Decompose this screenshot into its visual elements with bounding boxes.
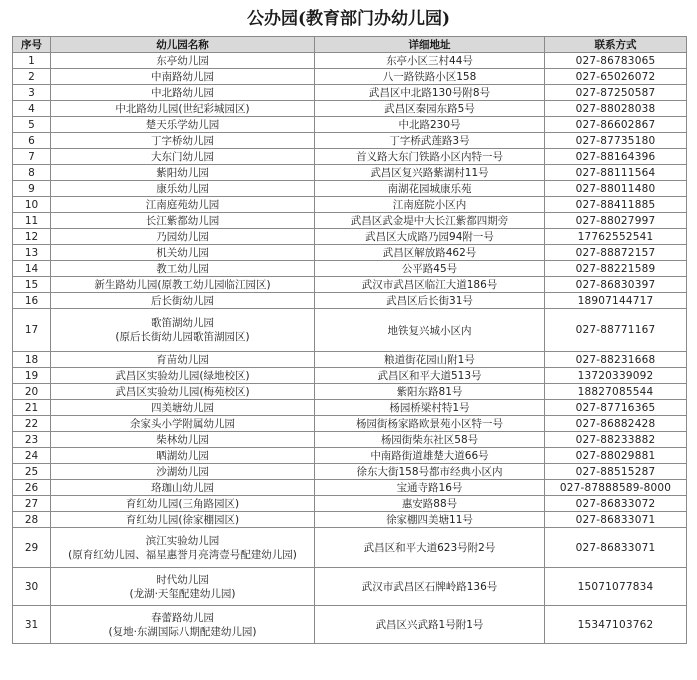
cell-contact: 027-88233882 <box>545 432 687 448</box>
cell-address: 地铁复兴城小区内 <box>315 309 545 352</box>
table-row <box>13 432 687 448</box>
table-row <box>13 400 687 416</box>
cell-contact: 027-87250587 <box>545 85 687 101</box>
cell-address: 徐东大街158号都市经典小区内 <box>315 464 545 480</box>
kindergarten-name: 武昌区实验幼儿园(梅苑校区) <box>115 385 250 398</box>
cell-address: 武昌区和平大道513号 <box>315 368 545 384</box>
cell-number: 13 <box>13 245 51 261</box>
cell-name <box>51 384 315 400</box>
cell-address: 徐家棚四美塘11号 <box>315 512 545 528</box>
cell-contact: 027-88111564 <box>545 165 687 181</box>
kindergarten-name: 余家头小学附属幼儿园 <box>130 417 235 430</box>
cell-address: 武汉市武昌区临江大道186号 <box>315 277 545 293</box>
cell-name <box>51 53 315 69</box>
table-row <box>13 568 687 606</box>
header-address: 详细地址 <box>315 37 545 53</box>
cell-contact: 027-86833072 <box>545 496 687 512</box>
cell-contact: 027-88515287 <box>545 464 687 480</box>
kindergarten-name: 育苗幼儿园 <box>156 353 209 366</box>
cell-number: 29 <box>13 528 51 568</box>
kindergarten-name: 东亭幼儿园 <box>156 54 209 67</box>
table-row <box>13 368 687 384</box>
cell-name <box>51 416 315 432</box>
cell-name <box>51 464 315 480</box>
cell-number: 9 <box>13 181 51 197</box>
kindergarten-name: 长江紫都幼儿园 <box>145 214 220 227</box>
cell-address: 宝通寺路16号 <box>315 480 545 496</box>
cell-address: 八一路铁路小区158 <box>315 69 545 85</box>
cell-address: 武汉市武昌区石牌岭路136号 <box>315 568 545 606</box>
cell-address: 紫阳东路81号 <box>315 384 545 400</box>
kindergarten-table <box>12 36 687 644</box>
kindergarten-name: 时代幼儿园 <box>156 573 209 586</box>
cell-contact: 027-88231668 <box>545 352 687 368</box>
cell-contact: 027-87888589-8000 <box>545 480 687 496</box>
cell-number: 28 <box>13 512 51 528</box>
cell-contact: 18907144717 <box>545 293 687 309</box>
cell-number: 10 <box>13 197 51 213</box>
cell-address: 丁字桥武莲路3号 <box>315 133 545 149</box>
cell-name <box>51 368 315 384</box>
cell-contact: 027-65026072 <box>545 69 687 85</box>
table-row <box>13 512 687 528</box>
cell-number: 21 <box>13 400 51 416</box>
cell-name <box>51 496 315 512</box>
cell-number: 25 <box>13 464 51 480</box>
kindergarten-name: 丁字桥幼儿园 <box>151 134 214 147</box>
cell-number: 15 <box>13 277 51 293</box>
cell-address: 武昌区武金堤中大长江紫都四期旁 <box>315 213 545 229</box>
cell-name <box>51 101 315 117</box>
cell-address: 南湖花园城康乐苑 <box>315 181 545 197</box>
cell-name <box>51 480 315 496</box>
cell-contact: 15071077834 <box>545 568 687 606</box>
cell-contact: 027-88221589 <box>545 261 687 277</box>
table-row <box>13 480 687 496</box>
page-title: 公办园(教育部门办幼儿园) <box>246 9 451 29</box>
table-row <box>13 496 687 512</box>
kindergarten-name-note: (龙湖·天玺配建幼儿园) <box>129 587 236 600</box>
cell-number: 23 <box>13 432 51 448</box>
table-row <box>13 293 687 309</box>
table-row <box>13 261 687 277</box>
cell-number: 1 <box>13 53 51 69</box>
kindergarten-name: 武昌区实验幼儿园(绿地校区) <box>115 369 250 382</box>
kindergarten-name: 柴林幼儿园 <box>156 433 209 446</box>
table-row <box>13 528 687 568</box>
cell-number: 31 <box>13 606 51 644</box>
cell-address: 武昌区大成路乃园94附一号 <box>315 229 545 245</box>
table-row <box>13 229 687 245</box>
kindergarten-name: 新生路幼儿园(原教工幼儿园临江园区) <box>94 278 271 291</box>
kindergarten-name-note: (复地·东湖国际八期配建幼儿园) <box>108 625 257 638</box>
cell-name <box>51 512 315 528</box>
cell-address: 武昌区后长街31号 <box>315 293 545 309</box>
cell-number: 5 <box>13 117 51 133</box>
kindergarten-name-note: (原后长街幼儿园歌笛湖园区) <box>115 331 250 343</box>
table-row <box>13 352 687 368</box>
cell-address: 杨园桥梁村特1号 <box>315 400 545 416</box>
cell-contact: 027-86783065 <box>545 53 687 69</box>
header-number: 序号 <box>13 37 51 53</box>
table-row <box>13 416 687 432</box>
cell-address: 武昌区复兴路紫湖村11号 <box>315 165 545 181</box>
cell-contact: 027-86833071 <box>545 528 687 568</box>
cell-number: 30 <box>13 568 51 606</box>
kindergarten-name: 教工幼儿园 <box>156 262 209 275</box>
cell-number: 6 <box>13 133 51 149</box>
cell-name <box>51 528 315 568</box>
kindergarten-name: 机关幼儿园 <box>156 246 209 259</box>
table-row <box>13 384 687 400</box>
cell-contact: 027-87735180 <box>545 133 687 149</box>
kindergarten-name-note: (原育红幼儿园、福星惠誉月亮湾壹号配建幼儿园) <box>68 548 297 561</box>
cell-name <box>51 568 315 606</box>
cell-name <box>51 448 315 464</box>
kindergarten-name: 后长街幼儿园 <box>151 294 214 307</box>
kindergarten-name: 乃园幼儿园 <box>156 230 209 243</box>
header-contact: 联系方式 <box>545 37 687 53</box>
kindergarten-name: 滨江实验幼儿园 <box>145 534 220 547</box>
cell-address: 东亭小区三村44号 <box>315 53 545 69</box>
kindergarten-name: 珞珈山幼儿园 <box>151 481 214 494</box>
cell-name <box>51 197 315 213</box>
kindergarten-name: 楚天乐学幼儿园 <box>145 118 220 131</box>
table-row <box>13 53 687 69</box>
cell-contact: 027-87716365 <box>545 400 687 416</box>
table-row <box>13 213 687 229</box>
kindergarten-name: 中北路幼儿园 <box>151 86 214 99</box>
kindergarten-name: 康乐幼儿园 <box>156 182 209 195</box>
cell-number: 18 <box>13 352 51 368</box>
cell-contact: 027-88028038 <box>545 101 687 117</box>
cell-address: 武昌区兴武路1号附1号 <box>315 606 545 644</box>
cell-number: 3 <box>13 85 51 101</box>
cell-contact: 027-86830397 <box>545 277 687 293</box>
table-row <box>13 606 687 644</box>
cell-number: 8 <box>13 165 51 181</box>
table-row <box>13 464 687 480</box>
kindergarten-name: 四美塘幼儿园 <box>151 401 214 414</box>
table-row <box>13 309 687 352</box>
cell-name <box>51 261 315 277</box>
cell-contact: 027-88164396 <box>545 149 687 165</box>
table-row <box>13 149 687 165</box>
kindergarten-name: 沙湖幼儿园 <box>156 465 209 478</box>
cell-name <box>51 133 315 149</box>
cell-number: 12 <box>13 229 51 245</box>
cell-name <box>51 85 315 101</box>
cell-name <box>51 245 315 261</box>
cell-name <box>51 229 315 245</box>
kindergarten-name: 歌笛湖幼儿园 <box>151 317 214 329</box>
cell-address: 中南路街道雄楚大道66号 <box>315 448 545 464</box>
kindergarten-name: 晒湖幼儿园 <box>156 449 209 462</box>
cell-number: 27 <box>13 496 51 512</box>
cell-number: 4 <box>13 101 51 117</box>
cell-contact: 15347103762 <box>545 606 687 644</box>
cell-contact: 18827085544 <box>545 384 687 400</box>
table-row <box>13 85 687 101</box>
cell-name <box>51 606 315 644</box>
kindergarten-name: 春蕾路幼儿园 <box>151 611 214 624</box>
table-row <box>13 69 687 85</box>
cell-address: 杨园街柴东社区58号 <box>315 432 545 448</box>
table-row <box>13 277 687 293</box>
cell-address: 杨园街杨家路欧景苑小区特一号 <box>315 416 545 432</box>
cell-name <box>51 352 315 368</box>
cell-name <box>51 69 315 85</box>
table-row <box>13 245 687 261</box>
cell-address: 武昌区秦园东路5号 <box>315 101 545 117</box>
cell-name <box>51 432 315 448</box>
cell-address: 首义路大东门铁路小区内特一号 <box>315 149 545 165</box>
kindergarten-name: 江南庭苑幼儿园 <box>145 198 220 211</box>
cell-number: 14 <box>13 261 51 277</box>
cell-number: 16 <box>13 293 51 309</box>
cell-address: 武昌区和平大道623号附2号 <box>315 528 545 568</box>
cell-number: 2 <box>13 69 51 85</box>
kindergarten-name: 紫阳幼儿园 <box>156 166 209 179</box>
kindergarten-name: 大东门幼儿园 <box>151 150 214 163</box>
cell-contact: 13720339092 <box>545 368 687 384</box>
cell-name <box>51 149 315 165</box>
cell-contact: 027-86602867 <box>545 117 687 133</box>
cell-contact: 027-86833071 <box>545 512 687 528</box>
header-name: 幼儿园名称 <box>51 37 315 53</box>
cell-number: 20 <box>13 384 51 400</box>
cell-address: 中北路230号 <box>315 117 545 133</box>
cell-contact: 027-88411885 <box>545 197 687 213</box>
table-row <box>13 448 687 464</box>
kindergarten-name: 育红幼儿园(三角路园区) <box>125 497 240 510</box>
cell-contact: 17762552541 <box>545 229 687 245</box>
cell-contact: 027-88011480 <box>545 181 687 197</box>
cell-name <box>51 400 315 416</box>
cell-address: 武昌区中北路130号附8号 <box>315 85 545 101</box>
cell-contact: 027-88872157 <box>545 245 687 261</box>
table-row <box>13 117 687 133</box>
cell-contact: 027-86882428 <box>545 416 687 432</box>
cell-number: 17 <box>13 309 51 352</box>
cell-number: 26 <box>13 480 51 496</box>
cell-number: 24 <box>13 448 51 464</box>
table-row <box>13 165 687 181</box>
cell-address: 公平路45号 <box>315 261 545 277</box>
table-row <box>13 181 687 197</box>
table-row <box>13 101 687 117</box>
cell-name <box>51 293 315 309</box>
kindergarten-name: 育红幼儿园(徐家棚园区) <box>125 513 240 526</box>
table-row <box>13 133 687 149</box>
cell-address: 粮道街花园山附1号 <box>315 352 545 368</box>
cell-name <box>51 277 315 293</box>
cell-contact: 027-88027997 <box>545 213 687 229</box>
kindergarten-name: 中南路幼儿园 <box>151 70 214 83</box>
table-header-row <box>13 37 687 53</box>
cell-number: 19 <box>13 368 51 384</box>
cell-name <box>51 181 315 197</box>
cell-name <box>51 117 315 133</box>
table-body <box>13 53 687 644</box>
cell-address: 武昌区解放路462号 <box>315 245 545 261</box>
cell-name <box>51 309 315 352</box>
cell-name <box>51 165 315 181</box>
cell-address: 惠安路88号 <box>315 496 545 512</box>
cell-number: 7 <box>13 149 51 165</box>
cell-contact: 027-88029881 <box>545 448 687 464</box>
table-row <box>13 197 687 213</box>
cell-address: 江南庭院小区内 <box>315 197 545 213</box>
cell-number: 11 <box>13 213 51 229</box>
kindergarten-name: 中北路幼儿园(世纪彩城园区) <box>115 102 250 115</box>
cell-number: 22 <box>13 416 51 432</box>
cell-name <box>51 213 315 229</box>
cell-contact: 027-88771167 <box>545 309 687 352</box>
